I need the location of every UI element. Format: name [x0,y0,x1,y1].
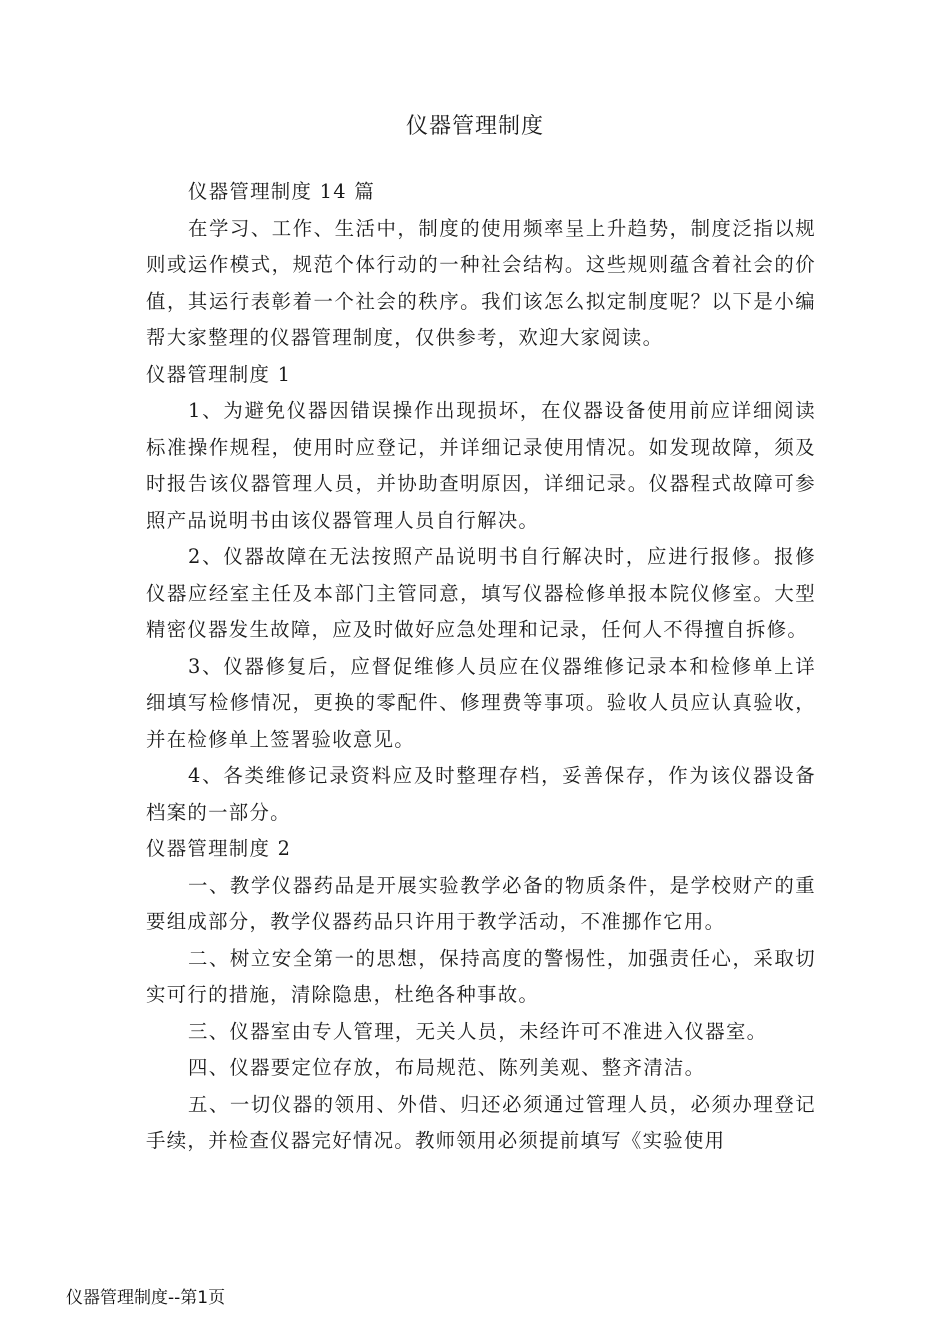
document-title: 仪器管理制度 [405,114,544,139]
subtitle-paragraph: 仪器管理制度 14 篇 [188,180,376,203]
section-2-item-2: 二、树立安全第一的思想，保持高度的警惕性，加强责任心，采取切实可行的措施，清除隐患，杜绝各种事故。 [146,946,816,1006]
section-2-item-5: 五、一切仪器的领用、外借、归还必须通过管理人员，必须办理登记手续，并检查仪器完好情况。教师领用必须提前填写《实验使用 [146,1092,816,1152]
section-2-item-1: 一、教学仪器药品是开展实验教学必备的物质条件，是学校财产的重要组成部分，教学仪器药品只许用于教学活动，不准挪作它用。 [146,873,816,933]
page-footer: 仪器管理制度--第1页 [66,1288,226,1308]
document-body [146,174,816,1160]
section-heading-1: 仪器管理制度 1 [146,362,292,386]
intro-paragraph: 在学习、工作、生活中，制度的使用频率呈上升趋势，制度泛指以规则或运作模式，规范个体行动的一种社会结构。这些规则蕴含着社会的价值，其运行表彰着一个社会的秩序。我们该怎么拟定制度呢？以下是小编帮大家整理的仪器管理制度，仅供参考，欢迎大家阅读。 [146,216,816,349]
section-1-item-4: 4、各类维修记录资料应及时整理存档，妥善保存，作为该仪器设备档案的一部分。 [146,764,816,824]
section-heading-2: 仪器管理制度 2 [146,837,292,860]
section-2-item-4: 四、仪器要定位存放，布局规范、陈列美观、整齐清洁。 [188,1056,706,1079]
section-1-item-3: 3、仪器修复后，应督促维修人员应在仪器维修记录本和检修单上详细填写检修情况，更换的零配件、修理费等事项。验收人员应认真验收，并在检修单上签署验收意见。 [146,654,816,751]
section-1-item-2: 2、仪器故障在无法按照产品说明书自行解决时，应进行报修。报修仪器应经室主任及本部门主管同意，填写仪器检修单报本院仪修室。大型精密仪器发生故障，应及时做好应急处理和记录，任何人不得擅自拆修。 [146,545,816,641]
section-1-item-1: 1、为避免仪器因错误操作出现损坏，在仪器设备使用前应详细阅读标准操作规程，使用时应登记，并详细记录使用情况。如发现故障，须及时报告该仪器管理人员，并协助查明原因，详细记录。仪器程式故障可参照产品说明书由该仪器管理人员自行解决。 [146,399,816,532]
section-2-item-3: 三、仪器室由专人管理，无关人员，未经许可不准进入仪器室。 [188,1019,768,1043]
